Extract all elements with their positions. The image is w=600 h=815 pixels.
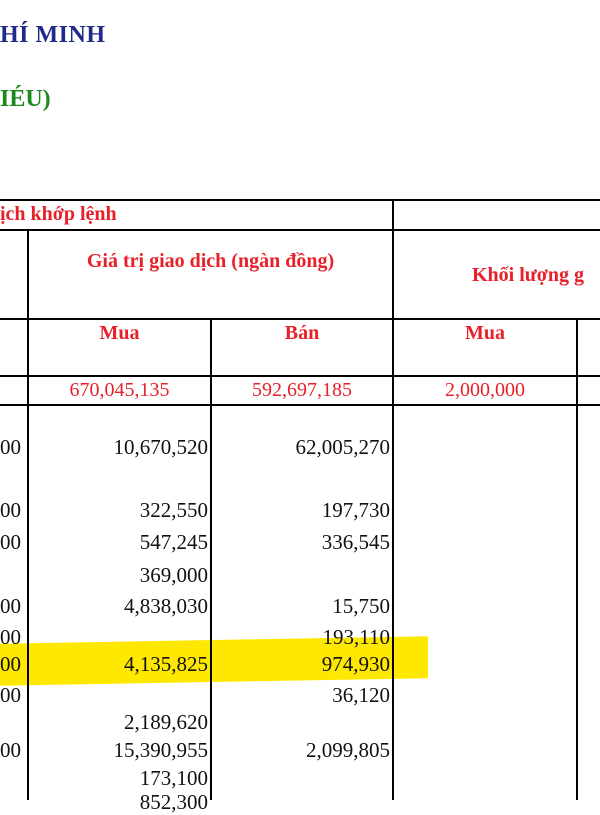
- row-edge-value: 00: [0, 594, 21, 618]
- total-khoiluong-mua: 2,000,000: [445, 379, 525, 401]
- table-line-header: [0, 318, 600, 320]
- section-header-khop-lenh: ịch khớp lệnh: [0, 203, 117, 225]
- row-edge-value: 00: [0, 625, 21, 649]
- row-mua-value: 852,300: [139, 790, 208, 814]
- table-line-v3: [392, 199, 394, 800]
- page-subtitle: IÉU): [0, 86, 51, 112]
- row-ban-value: 2,099,805: [306, 738, 390, 762]
- row-mua-value: 369,000: [139, 563, 208, 587]
- header-gia-tri: Giá trị giao dịch (ngàn đồng): [86, 250, 335, 272]
- row-edge-value: 00: [0, 652, 21, 676]
- row-edge-value: 00: [0, 738, 21, 762]
- row-ban-value: 197,730: [321, 498, 390, 522]
- row-edge-value: 00: [0, 498, 21, 522]
- row-edge-value: 00: [0, 683, 21, 707]
- row-ban-value: 193,110: [322, 625, 390, 649]
- row-mua-value: 547,245: [139, 530, 208, 554]
- subheader-ban: Bán: [284, 322, 320, 344]
- row-ban-value: 36,120: [332, 683, 390, 707]
- page-title: HÍ MINH: [0, 22, 106, 48]
- row-mua-value: 15,390,955: [113, 738, 208, 762]
- total-ban: 592,697,185: [252, 379, 352, 401]
- header-khoi-luong: Khối lượng g: [472, 264, 584, 286]
- table-line-v4: [576, 318, 578, 800]
- total-mua: 670,045,135: [69, 379, 170, 401]
- row-mua-value: 173,100: [139, 766, 208, 790]
- table-line-totals: [0, 404, 600, 406]
- row-edge-value: 00: [0, 435, 21, 459]
- subheader-mua: Mua: [99, 322, 140, 344]
- row-mua-value: 10,670,520: [113, 435, 208, 459]
- row-ban-value: 336,545: [321, 530, 390, 554]
- table-border-top: [0, 199, 600, 201]
- row-mua-value: 322,550: [139, 498, 208, 522]
- row-mua-value: 2,189,620: [124, 710, 208, 734]
- row-ban-value: 62,005,270: [295, 435, 390, 459]
- subheader-mua-volume: Mua: [465, 322, 505, 344]
- table-line-subheader: [0, 375, 600, 377]
- row-mua-value: 4,135,825: [124, 652, 208, 676]
- row-ban-value: 974,930: [321, 652, 390, 676]
- row-edge-value: 00: [0, 530, 21, 554]
- row-mua-value: 4,838,030: [124, 594, 208, 618]
- table-line-section: [0, 229, 600, 231]
- row-ban-value: 15,750: [332, 594, 390, 618]
